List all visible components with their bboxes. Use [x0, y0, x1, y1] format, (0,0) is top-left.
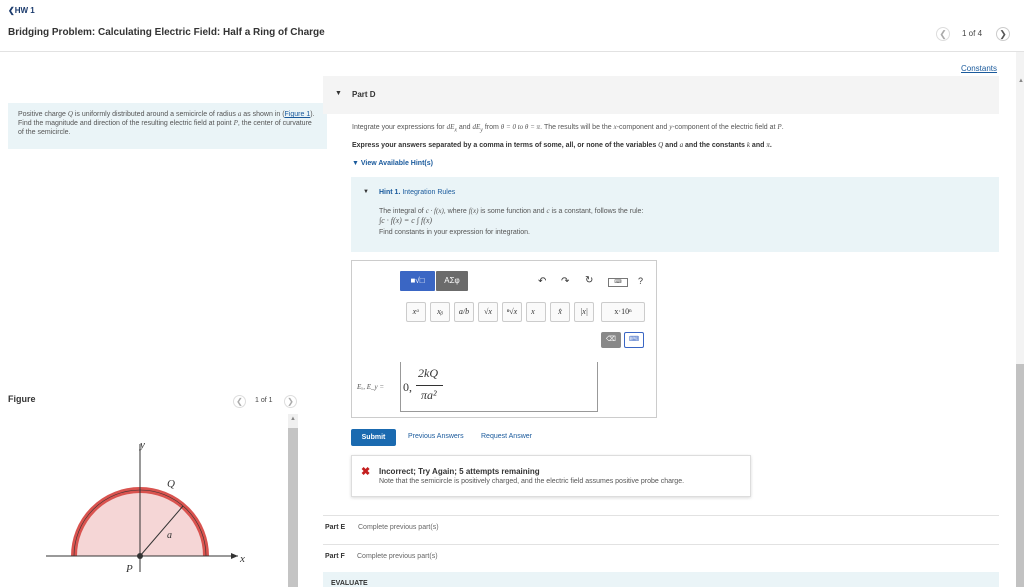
answer-format-instruction [352, 141, 772, 149]
charge-label-Q: Q [167, 478, 175, 490]
var-a: a [237, 110, 242, 118]
figure-scroll-thumb[interactable] [288, 428, 298, 587]
hint-text: is a constant, follows the rule: [549, 208, 644, 215]
vector-button[interactable]: x⃗ [526, 302, 546, 322]
point-P [137, 553, 143, 559]
instruction-text: . The results will be the [540, 124, 614, 131]
redo-icon[interactable]: ↷ [561, 276, 570, 287]
hint-expr: f(x) [468, 207, 479, 215]
part-e-status: Complete previous part(s) [358, 524, 439, 531]
previous-answers-link[interactable]: Previous Answers [408, 433, 464, 440]
page-counter: 1 of 4 [962, 29, 983, 38]
request-answer-link[interactable]: Request Answer [481, 433, 532, 440]
var-pi: π [766, 141, 770, 149]
hint-line: Find constants in your expression for integration. [379, 229, 530, 236]
var-dEx: dE [446, 123, 455, 131]
incorrect-icon: ✖ [361, 466, 371, 478]
problem-text: is uniformly distributed around a semicircle of radius [72, 111, 238, 118]
instruction-text: -component of the electric field at [672, 124, 778, 131]
instruction-text: -component and [616, 124, 670, 131]
answer-numerator: 2kQ [418, 366, 438, 380]
templates-button[interactable]: ■√□ [400, 271, 435, 291]
divider [323, 515, 999, 516]
view-hints-toggle[interactable]: ▼ View Available Hint(s) [352, 160, 433, 167]
instruction-text: and [456, 124, 473, 131]
format-text: . [769, 142, 772, 149]
next-page-button[interactable]: ❯ [996, 27, 1010, 41]
back-to-hw-link[interactable]: ❮HW 1 [8, 6, 35, 15]
var-dEy-sub: y [480, 127, 483, 134]
superscript-button[interactable]: xᵃ [406, 302, 426, 322]
part-d-header[interactable] [323, 76, 999, 114]
var-P: P [233, 119, 238, 127]
problem-statement [8, 103, 327, 149]
var-Q: Q [67, 110, 73, 118]
keyboard-shortcuts-icon[interactable]: ⌨ [608, 278, 628, 287]
format-text: and the constants [683, 142, 747, 149]
instruction-text: from [482, 124, 501, 131]
hint-title-text: Integration Rules [400, 189, 456, 196]
nth-root-button[interactable]: ⁿ√x [502, 302, 522, 322]
divider [323, 544, 999, 545]
main-scroll-thumb[interactable] [1016, 364, 1024, 587]
hint-expr: c [546, 207, 550, 215]
subscript-button[interactable]: xᵦ [430, 302, 450, 322]
theta-range: θ = 0 to θ = π [500, 123, 541, 131]
scientific-notation-button[interactable]: x·10ⁿ [601, 302, 645, 322]
feedback-note: Note that the semicircle is positively charged, and the electric field assumes positive probe charge. [379, 478, 685, 485]
x-axis-arrow-icon [231, 553, 238, 559]
fraction-button[interactable]: a/b [454, 302, 474, 322]
figure-prev-button[interactable]: ❮ [233, 395, 246, 408]
var-k: k [746, 141, 750, 149]
hint-expr: c · f(x) [425, 207, 444, 215]
problem-text: Positive charge [18, 111, 68, 118]
var-a: a [679, 141, 684, 149]
var-dEy: dE [472, 123, 481, 131]
part-f-title[interactable]: Part F [325, 553, 345, 560]
x-axis-label: x [240, 553, 245, 565]
semicircle-figure [30, 430, 260, 580]
prev-page-button[interactable]: ❮ [936, 27, 950, 41]
point-label-P: P [126, 563, 133, 575]
hint-formula: ∫c · f(x) = c ∫ f(x) [379, 216, 433, 225]
var-x: x [613, 123, 617, 131]
radius-label-a: a [167, 530, 172, 541]
greek-symbols-button[interactable]: ΑΣφ [436, 271, 468, 291]
problem-text: ). Find the magnitude and direction of the resulting electric field at point [18, 111, 315, 127]
var-dEx-sub: x [454, 127, 457, 134]
problem-text: , the center of curvature of the semicircle. [18, 120, 312, 136]
absolute-value-button[interactable]: |x| [574, 302, 594, 322]
instruction-text: . [781, 124, 784, 131]
answer-denominator: πa² [421, 388, 437, 402]
format-text: and [749, 142, 767, 149]
hint-line [379, 207, 643, 215]
square-root-button[interactable]: √x [478, 302, 498, 322]
y-axis-label: y [140, 439, 145, 451]
collapse-caret-icon[interactable]: ▼ [335, 90, 342, 97]
fraction-bar [416, 385, 443, 386]
undo-icon[interactable]: ↶ [538, 276, 547, 287]
problem-text: as shown in ( [241, 111, 285, 118]
constants-link[interactable]: Constants [961, 64, 998, 73]
part-d-title: Part D [352, 90, 376, 99]
page-title: Bridging Problem: Calculating Electric Field: Half a Ring of Charge [8, 27, 325, 38]
answer-value-x: 0, [403, 380, 412, 394]
hint-text: , where [443, 208, 469, 215]
keyboard-toggle-icon[interactable]: ⌨ [624, 332, 644, 348]
reset-icon[interactable]: ↻ [585, 275, 594, 286]
help-icon[interactable]: ? [638, 276, 644, 286]
evaluate-section [323, 572, 999, 587]
figure-link[interactable]: Figure 1 [284, 111, 311, 118]
hint-number: Hint 1. [379, 189, 401, 196]
instruction-text: Integrate your expressions for [352, 124, 447, 131]
scroll-up-arrow-icon[interactable]: ▲ [290, 416, 296, 422]
figure-label: Figure [8, 394, 36, 404]
evaluate-label: EVALUATE [331, 580, 368, 587]
var-P: P [777, 123, 782, 131]
format-text: Express your answers separated by a comma in terms of some, all, or none of the variables [352, 142, 659, 149]
header-divider [0, 51, 1024, 52]
feedback-title: Incorrect; Try Again; 5 attempts remaining [379, 467, 540, 476]
figure-next-button[interactable]: ❯ [284, 395, 297, 408]
hint-title[interactable] [379, 189, 455, 196]
submit-button[interactable]: Submit [351, 429, 396, 446]
hint-text: is some function and [478, 208, 547, 215]
part-d-instruction [352, 123, 784, 133]
format-text: and [663, 142, 680, 149]
part-e-title[interactable]: Part E [325, 524, 346, 531]
answer-label: Eₓ, E_y = [357, 383, 385, 391]
unit-vector-button[interactable]: x̂ [550, 302, 570, 322]
figure-counter: 1 of 1 [255, 397, 273, 404]
hint-text: The integral of [379, 208, 426, 215]
scroll-up-arrow-icon[interactable]: ▲ [1018, 78, 1024, 84]
hint-caret-icon[interactable]: ▼ [363, 189, 369, 195]
backspace-icon[interactable]: ⌫ [601, 332, 621, 348]
part-f-status: Complete previous part(s) [357, 553, 438, 560]
feedback-panel [351, 455, 751, 497]
var-Q: Q [658, 141, 664, 149]
var-y: y [669, 123, 673, 131]
